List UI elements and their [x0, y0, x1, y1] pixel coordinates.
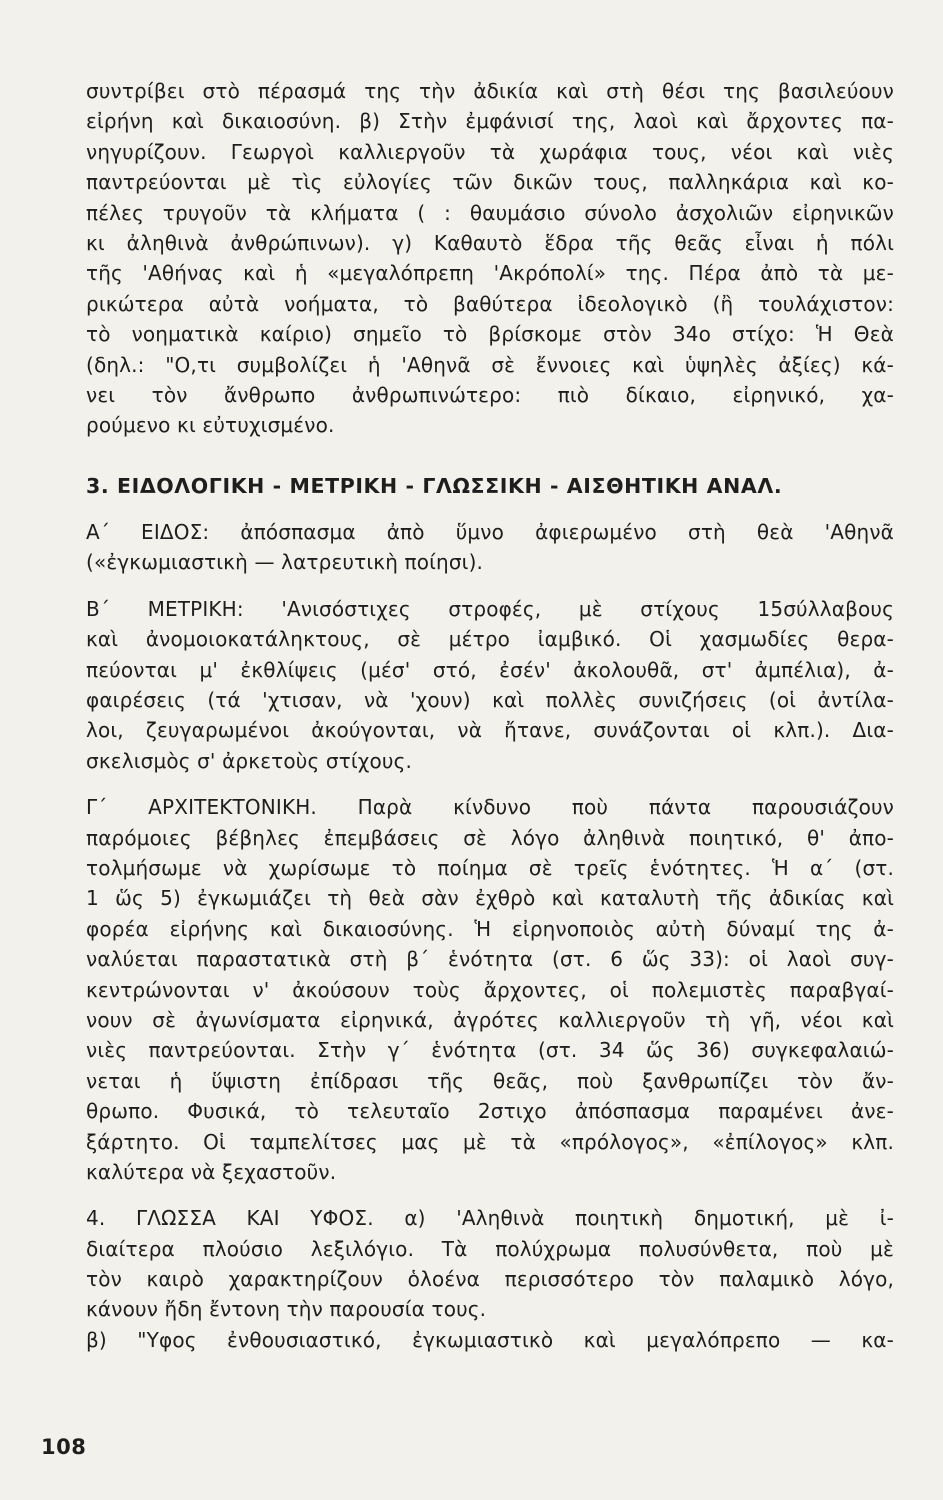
paragraph-glossa — [86, 1203, 894, 1325]
text-line: νηγυρίζουν. Γεωργοὶ καλλιεργοῦν τὰ χωράφια τους, νέοι καὶ νιὲς — [86, 139, 894, 164]
text-line: θρωπο. Φυσικά, τὸ τελευταῖο 2στιχο ἀπόσπασμα παραμένει ἀνε- — [86, 1099, 894, 1124]
paragraph-yfos — [86, 1325, 894, 1355]
text-line: πεύονται μ' ἐκθλίψεις (μέσ' στό, ἐσέν' ἀκολουθᾶ, στ' ἀμπέλια), ἀ- — [86, 657, 894, 682]
text-line: λοι, ζευγαρωμένοι ἀκούγονται, νὰ ἤτανε, συνάζονται οἱ κλπ.). Δια- — [86, 718, 894, 743]
text-line: συντρίβει στὸ πέρασμά της τὴν ἀδικία καὶ στὴ θέσι της βασιλεύουν — [86, 79, 894, 103]
text-line: Γ΄ ΑΡΧΙΤΕΚΤΟΝΙΚΗ. Παρὰ κίνδυνο ποὺ πάντα παρουσιάζουν — [86, 795, 894, 820]
text-line: κάνουν ἤδη ἔντονη τὴν παρουσία τους. — [86, 1297, 487, 1322]
text-line: Α΄ ΕΙΔΟΣ: ἀπόσπασμα ἀπὸ ὕμνο ἀφιερωμένο στὴ θεὰ 'Αθηνᾶ — [86, 520, 894, 545]
text-line: παρόμοιες βέβηλες ἐπεμβάσεις σὲ λόγο ἀληθινὰ ποιητικό, θ' ἀπο- — [86, 825, 894, 850]
text-line: νιὲς παντρεύονται. Στὴν γ΄ ἑνότητα (στ. 34 ὥς 36) συγκεφαλαιώ- — [86, 1038, 894, 1063]
paragraph-eidos — [86, 517, 894, 578]
text-line: νει τὸν ἄνθρωπο ἀνθρωπινώτερο: πιὸ δίκαιο, εἰρηνικό, χα- — [86, 382, 894, 407]
text-line: τῆς 'Αθήνας καὶ ἡ «μεγαλόπρεπη 'Ακρόπολί» της. Πέρα ἀπὸ τὰ με- — [86, 261, 894, 286]
text-line: 1 ὥς 5) ἐγκωμιάζει τὴ θεὰ σὰν ἐχθρὸ καὶ καταλυτὴ τῆς ἀδικίας καὶ — [86, 886, 894, 911]
text-line: νεται ἡ ὕψιστη ἐπίδρασι τῆς θεᾶς, ποὺ ξανθρωπίζει τὸν ἄν- — [86, 1068, 894, 1093]
text-line: (δηλ.: "Ο,τι συμβολίζει ἡ 'Αθηνᾶ σὲ ἔννοιες καὶ ὑψηλὲς ἀξίες) κά- — [86, 352, 894, 377]
text-line: σκελισμὸς σ' ἀρκετοὺς στίχους. — [86, 748, 413, 773]
text-line: τολμήσωμε νὰ χωρίσωμε τὸ ποίημα σὲ τρεῖς ἑνότητες. Ἡ α΄ (στ. — [86, 855, 894, 880]
paragraph-architektoniki — [86, 792, 894, 1187]
text-line: φορέα εἰρήνης καὶ δικαιοσύνης. Ἡ εἰρηνοποιὸς αὐτὴ δύναμί της ἀ- — [86, 916, 894, 941]
text-line: καλύτερα νὰ ξεχαστοῦν. — [86, 1159, 337, 1184]
text-line: διαίτερα πλούσιο λεξιλόγιο. Τὰ πολύχρωμα πολυσύνθετα, ποὺ μὲ — [86, 1236, 894, 1261]
text-line: ξάρτητο. Οἱ ταμπελίτσες μας μὲ τὰ «πρόλογος», «ἐπίλογος» κλπ. — [86, 1129, 894, 1154]
text-line: τὸν καιρὸ χαρακτηρίζουν ὁλοένα περισσότερο τὸν παλαμικὸ λόγο, — [86, 1267, 894, 1292]
text-line: κι ἀληθινὰ ἀνθρώπινων). γ) Καθαυτὸ ἕδρα τῆς θεᾶς εἶναι ἡ πόλι — [86, 230, 894, 255]
text-line: πέλες τρυγοῦν τὰ κλήματα ( : θαυμάσιο σύνολο ἀσχολιῶν εἰρηνικῶν — [86, 200, 894, 225]
text-line: ρικώτερα αὐτὰ νοήματα, τὸ βαθύτερα ἰδεολογικὸ (ἢ τουλάχιστον: — [86, 291, 894, 316]
text-line: τὸ νοηματικὰ καίριο) σημεῖο τὸ βρίσκομε στὸν 34ο στίχο: Ἡ Θεὰ — [86, 322, 894, 347]
text-line: εἰρήνη καὶ δικαιοσύνη. β) Στὴν ἐμφάνισί της, λαοὶ καὶ ἄρχοντες πα- — [86, 109, 894, 134]
text-line: νουν σὲ ἀγωνίσματα εἰρηνικά, ἀγρότες καλλιεργοῦν τὴ γῆ, νέοι καὶ — [86, 1007, 894, 1032]
paragraph-intro — [86, 76, 894, 441]
text-line: ρούμενο κι εὐτυχισμένο. — [86, 413, 335, 438]
text-line: κεντρώνονται ν' ἀκούσουν τοὺς ἄρχοντες, οἱ πολεμιστὲς παραβγαί- — [86, 977, 894, 1002]
section-heading: 3. ΕΙΔΟΛΟΓΙΚΗ - ΜΕΤΡΙΚΗ - ΓΛΩΣΣΙΚΗ - ΑΙΣΘΗΤΙΚΗ ΑΝΑΛ. — [86, 473, 783, 498]
page-text — [86, 76, 894, 1355]
text-line: Β΄ ΜΕΤΡΙΚΗ: 'Ανισόστιχες στροφές, μὲ στίχους 15σύλλαβους — [86, 596, 894, 621]
text-line: φαιρέσεις (τά 'χτισαν, νὰ 'χουν) καὶ πολλὲς συνιζήσεις (οἱ ἀντίλα- — [86, 688, 894, 713]
text-line: παντρεύονται μὲ τὶς εὐλογίες τῶν δικῶν τους, παλληκάρια καὶ κο- — [86, 170, 894, 195]
text-line: ναλύεται παραστατικὰ στὴ β΄ ἑνότητα (στ. 6 ὥς 33): οἱ λαοὶ συγ- — [86, 947, 894, 972]
page-number: 108 — [41, 1435, 87, 1459]
paragraph-metriki — [86, 594, 894, 776]
text-line: 4. ΓΛΩΣΣΑ ΚΑΙ ΥΦΟΣ. α) 'Αληθινὰ ποιητικὴ δημοτική, μὲ ἰ- — [86, 1206, 894, 1231]
text-line: καὶ ἀνομοιοκατάληκτους, σὲ μέτρο ἰαμβικό. Οἱ χασμωδίες θερα- — [86, 627, 894, 652]
text-line: («ἐγκωμιαστικὴ — λατρευτικὴ ποίησι). — [86, 550, 484, 575]
text-line: β) "Υφος ἐνθουσιαστικό, ἐγκωμιαστικὸ καὶ μεγαλόπρεπο — κα- — [86, 1327, 894, 1352]
